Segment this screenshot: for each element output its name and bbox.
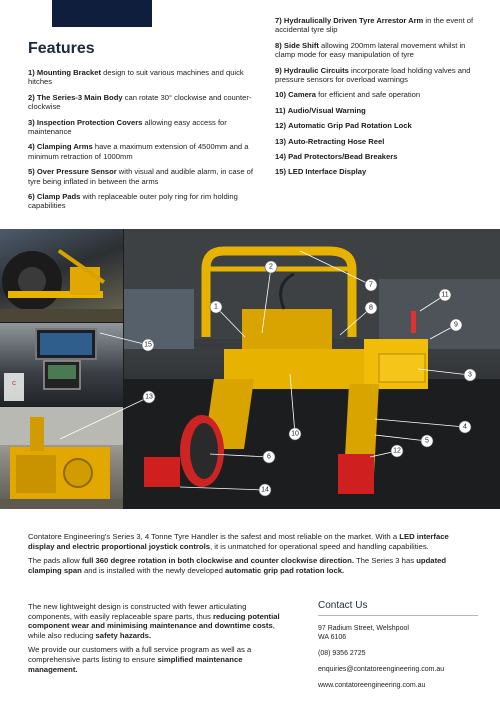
callout-markers <box>142 261 476 496</box>
features-list-right <box>275 16 480 183</box>
feature-name: Audio/Visual Warning <box>287 105 366 115</box>
features-list-left <box>28 68 258 217</box>
feature-item <box>275 167 480 176</box>
feature-name: LED Interface Display <box>288 167 367 177</box>
feature-desc: with visual and audible alarm, in case of tyre being inflated in between the arms <box>28 167 254 186</box>
feature-name: Side Shift <box>283 40 319 50</box>
feature-name: Clamp Pads <box>36 192 81 202</box>
feature-item <box>28 142 258 161</box>
feature-desc: with replaceable outer poly ring for rim holding capabilities <box>28 192 238 211</box>
feature-item <box>275 106 480 115</box>
contact-website-link[interactable]: www.contatoreengineering.com.au <box>318 682 426 689</box>
feature-name: Mounting Bracket <box>36 68 102 77</box>
feature-number: 13) <box>275 136 286 146</box>
feature-number: 5) <box>28 167 35 177</box>
intro-paragraph: Contatore Engineering's Series 3, 4 Tonne Tyre Handler is the safest and most reliable on the market. With a LED interface display and electric proportional joystick controls, it is unmatched for operational speed and handling capabilities. <box>28 532 449 551</box>
contact-divider <box>318 615 478 616</box>
feature-name: Automatic Grip Pad Rotation Lock <box>288 121 412 131</box>
feature-number: 9) <box>275 65 282 75</box>
feature-desc: allowing 200mm lateral movement whilst in clamp mode for easy manipulation of tyre <box>275 40 466 60</box>
contact-address-line2: WA 6106 <box>318 634 347 641</box>
feature-name: Camera <box>288 90 316 100</box>
feature-name: Over Pressure Sensor <box>36 167 117 177</box>
body-text <box>28 602 290 679</box>
feature-number: 8) <box>275 40 282 50</box>
feature-item <box>275 90 480 99</box>
feature-desc: can rotate 30° clockwise and counter-clockwise <box>28 92 252 112</box>
svg-text:C: C <box>12 381 16 387</box>
product-photo-collage <box>0 229 500 509</box>
intro-paragraph: The pads allow full 360 degree rotation in both clockwise and counter clockwise direction. The Series 3 has updated clamping span and is installed with the newly developed automatic grip pad rotation lock. <box>28 556 447 575</box>
callout-label: 6 <box>267 453 271 461</box>
feature-item <box>28 167 258 186</box>
feature-number: 3) <box>28 117 35 127</box>
feature-desc: design to suit various machines and quick hitches <box>28 68 244 87</box>
callout-label: 1 <box>214 303 218 311</box>
callout-label: 11 <box>441 291 449 299</box>
body-paragraph: We provide our customers with a full service program as well as a comprehensive parts listing to ensure simplified maintenance management. <box>28 645 252 674</box>
feature-number: 1) <box>28 68 35 77</box>
feature-item <box>275 137 480 146</box>
feature-name: Auto-Retracting Hose Reel <box>288 136 385 146</box>
callout-label: 12 <box>393 447 401 455</box>
feature-desc: incorporate load holding valves and pressure sensors for overload warnings <box>275 65 471 85</box>
feature-name: Clamping Arms <box>36 142 93 152</box>
feature-number: 4) <box>28 142 35 152</box>
feature-number: 14) <box>275 152 286 162</box>
feature-item <box>28 93 258 112</box>
feature-item <box>275 66 480 85</box>
feature-desc: in the event of accidental tyre slip <box>275 16 474 35</box>
contact-address-line1: 97 Radium Street, Welshpool <box>318 625 409 632</box>
body-paragraph: The new lightweight design is constructed with fewer articulating components, with easily replaceable spare parts, thus reducing potential component wear and minimising maintenance and downtime costs, while also reducing safety hazards. <box>28 602 280 640</box>
feature-number: 6) <box>28 192 35 202</box>
feature-number: 15) <box>275 167 286 177</box>
contact-block <box>318 600 478 690</box>
features-heading: Features <box>28 40 95 57</box>
header-accent-bar <box>52 0 152 27</box>
feature-desc: for efficient and safe operation <box>315 90 421 100</box>
feature-name: The Series-3 Main Body <box>36 92 123 102</box>
feature-name: Hydraulically Driven Tyre Arrestor Arm <box>283 16 424 25</box>
feature-item <box>275 152 480 161</box>
feature-desc: allowing easy access for maintenance <box>28 117 227 137</box>
callout-label: 13 <box>145 393 153 401</box>
feature-number: 11) <box>275 105 286 115</box>
feature-name: Hydraulic Circuits <box>283 65 349 75</box>
intro-text <box>28 532 476 580</box>
callout-label: 14 <box>261 486 269 494</box>
contact-heading: Contact Us <box>318 600 368 611</box>
contact-email-link[interactable]: enquiries@contatoreengineering.com.au <box>318 666 445 673</box>
feature-name: Pad Protectors/Bead Breakers <box>288 152 398 162</box>
callout-label: 7 <box>369 281 373 289</box>
feature-number: 12) <box>275 121 286 131</box>
contact-phone[interactable]: (08) 9356 2725 <box>318 650 366 657</box>
callout-label: 9 <box>454 321 458 329</box>
callout-label: 15 <box>144 341 152 349</box>
feature-desc: have a maximum extension of 4500mm and a minimum retraction of 1000mm <box>28 142 249 161</box>
callout-label: 3 <box>468 371 472 379</box>
feature-item <box>28 118 258 137</box>
feature-number: 7) <box>275 16 282 25</box>
callout-label: 5 <box>425 437 429 445</box>
callout-label: 4 <box>463 423 467 431</box>
callout-overlay <box>0 229 500 509</box>
callout-label: 10 <box>291 430 299 438</box>
feature-name: Inspection Protection Covers <box>36 117 143 127</box>
feature-item <box>275 121 480 130</box>
callout-label: 2 <box>269 263 273 271</box>
feature-item <box>275 41 480 60</box>
feature-item <box>28 192 258 211</box>
feature-item <box>28 68 258 87</box>
feature-number: 2) <box>28 92 35 102</box>
feature-number: 10) <box>275 90 286 100</box>
callout-label: 8 <box>369 304 373 312</box>
feature-item <box>275 16 480 35</box>
